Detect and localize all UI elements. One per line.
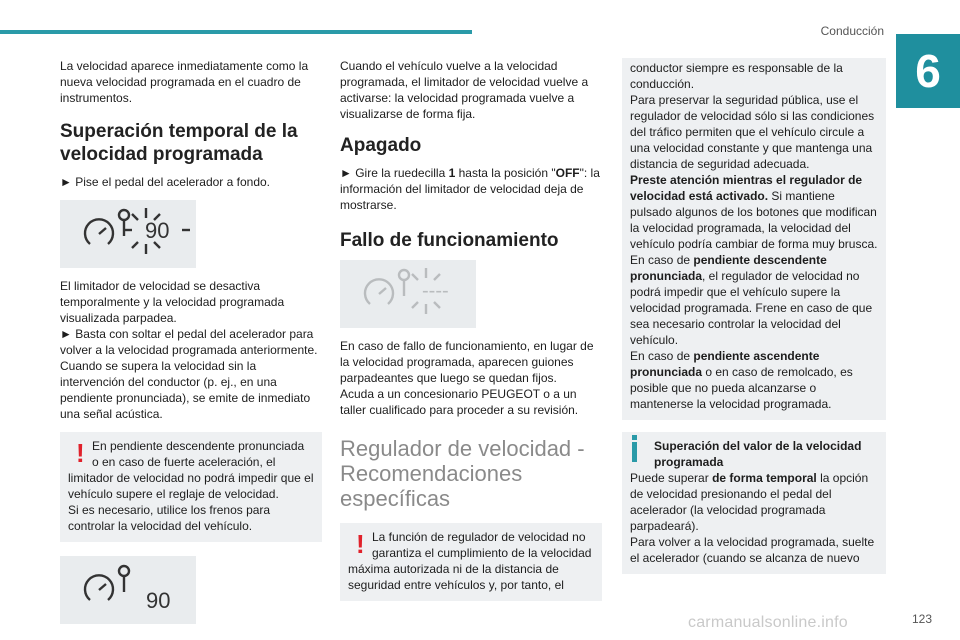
off-instruction: ► Gire la ruedecilla 1 hasta la posición "OFF": la información del limitador de velocidad deja de mostrarse.	[340, 166, 600, 212]
step: ► Pise el pedal del acelerador a fondo.	[60, 175, 271, 189]
page-number: 123	[911, 612, 932, 626]
paragraph: Cuando el vehículo vuelve a la velocidad programada, el limitador de velocidad vuelve a activarse: la velocidad programada vuelve a visualizarse de forma fija.	[340, 59, 589, 121]
header-accent-bar	[0, 30, 472, 34]
heading-off: Apagado	[340, 135, 422, 156]
heading-overshoot: Superación temporal de la velocidad programada	[60, 121, 298, 165]
warning-text: conductor siempre es responsable de la conducción.	[630, 61, 843, 91]
warning-text: limitador de velocidad no podrá impedir que el vehículo supere el reglaje de velocidad.	[68, 471, 314, 501]
fig1-speed-value: 90	[145, 218, 170, 243]
heading-regulator: Regulador de velocidad - Recomendaciones específicas	[340, 436, 585, 511]
info-text: Puede superar de forma temporal la opción de velocidad presionando el pedal del acelerador (la velocidad programada parpadeará).	[630, 471, 869, 533]
info-text: Para volver a la velocidad programada, suelte el acelerador (cuando se alcanza de nuevo	[630, 535, 875, 565]
column-1	[60, 58, 322, 624]
heading-failure: Fallo de funcionamiento	[340, 230, 559, 251]
info-title: Superación del valor de la velocidad programada	[654, 439, 862, 469]
speedometer-icon	[60, 200, 196, 268]
warning-box	[60, 432, 322, 542]
warning-icon: !	[76, 438, 85, 468]
column-3	[622, 58, 886, 574]
speedometer-icon	[340, 260, 476, 328]
watermark: carmanualsonline.info	[688, 614, 848, 631]
paragraph: Cuando se supera la velocidad sin la intervención del conductor (p. ej., en una pendiente pronunciada), se emite de inmediato una señal acústica.	[60, 359, 311, 421]
section-title: Conducción	[820, 24, 884, 38]
warning-text: Preste atención mientras el regulador de velocidad está activado. Si mantiene pulsado algunos de los botones que modifican la velocidad programada, la velocidad del vehículo podría cambiar de forma muy brusca.	[630, 173, 878, 251]
speedometer-icon	[60, 556, 196, 624]
column-2	[340, 58, 602, 601]
warning-text: garantiza el cumplimiento de la velocidad	[372, 546, 592, 560]
fig2-speed-value: 90	[146, 588, 171, 613]
info-box	[622, 432, 886, 574]
warning-text: En caso de pendiente ascendente pronunciada o en caso de remolcado, es posible que no pueda alcanzarse o mantenerse la velocidad programada.	[630, 349, 853, 411]
warning-text: En pendiente descendente pronunciada	[92, 439, 305, 453]
warning-text: Para preservar la seguridad pública, use el regulador de velocidad sólo si las condiciones del tráfico permiten que el vehículo circule a una velocidad constante y que mantenga una distancia de seguridad adecuada.	[630, 93, 875, 171]
paragraph: La velocidad aparece inmediatamente como la nueva velocidad programada en el cuadro de instrumentos.	[60, 59, 309, 105]
paragraph: Acuda a un concesionario PEUGEOT o a un taller cualificado para proceder a su revisión.	[340, 387, 579, 417]
step: ► Basta con soltar el pedal del acelerador para volver a la velocidad programada anteriormente.	[60, 327, 318, 357]
warning-icon: !	[356, 529, 365, 559]
warning-text: máxima autorizada ni de la distancia de seguridad entre vehículos y, por tanto, el	[348, 562, 564, 592]
info-icon	[632, 442, 637, 462]
speed-limiter-fixed-figure	[60, 556, 196, 624]
speed-limiter-failure-figure	[340, 260, 476, 328]
chapter-number: 6	[896, 34, 960, 108]
fig3-dashes: ----	[422, 280, 449, 302]
speed-limiter-flashing-figure	[60, 200, 196, 268]
warning-text: La función de regulador de velocidad no	[372, 530, 586, 544]
warning-text: En caso de pendiente descendente pronunciada, el regulador de velocidad no podrá impedir que el vehículo supere la velocidad programada. Frene en caso de que sea necesario controlar la velocidad del vehículo.	[630, 253, 873, 347]
warning-box	[340, 523, 602, 601]
paragraph: En caso de fallo de funcionamiento, en lugar de la velocidad programada, aparecen guiones parpadeantes que luego se quedan fijos.	[340, 339, 594, 385]
warning-text: o en caso de fuerte aceleración, el	[92, 455, 276, 469]
warning-box-continued	[622, 58, 886, 420]
warning-text: Si es necesario, utilice los frenos para controlar la velocidad del vehículo.	[68, 503, 271, 533]
paragraph: El limitador de velocidad se desactiva temporalmente y la velocidad programada visualizada parpadea.	[60, 279, 285, 325]
